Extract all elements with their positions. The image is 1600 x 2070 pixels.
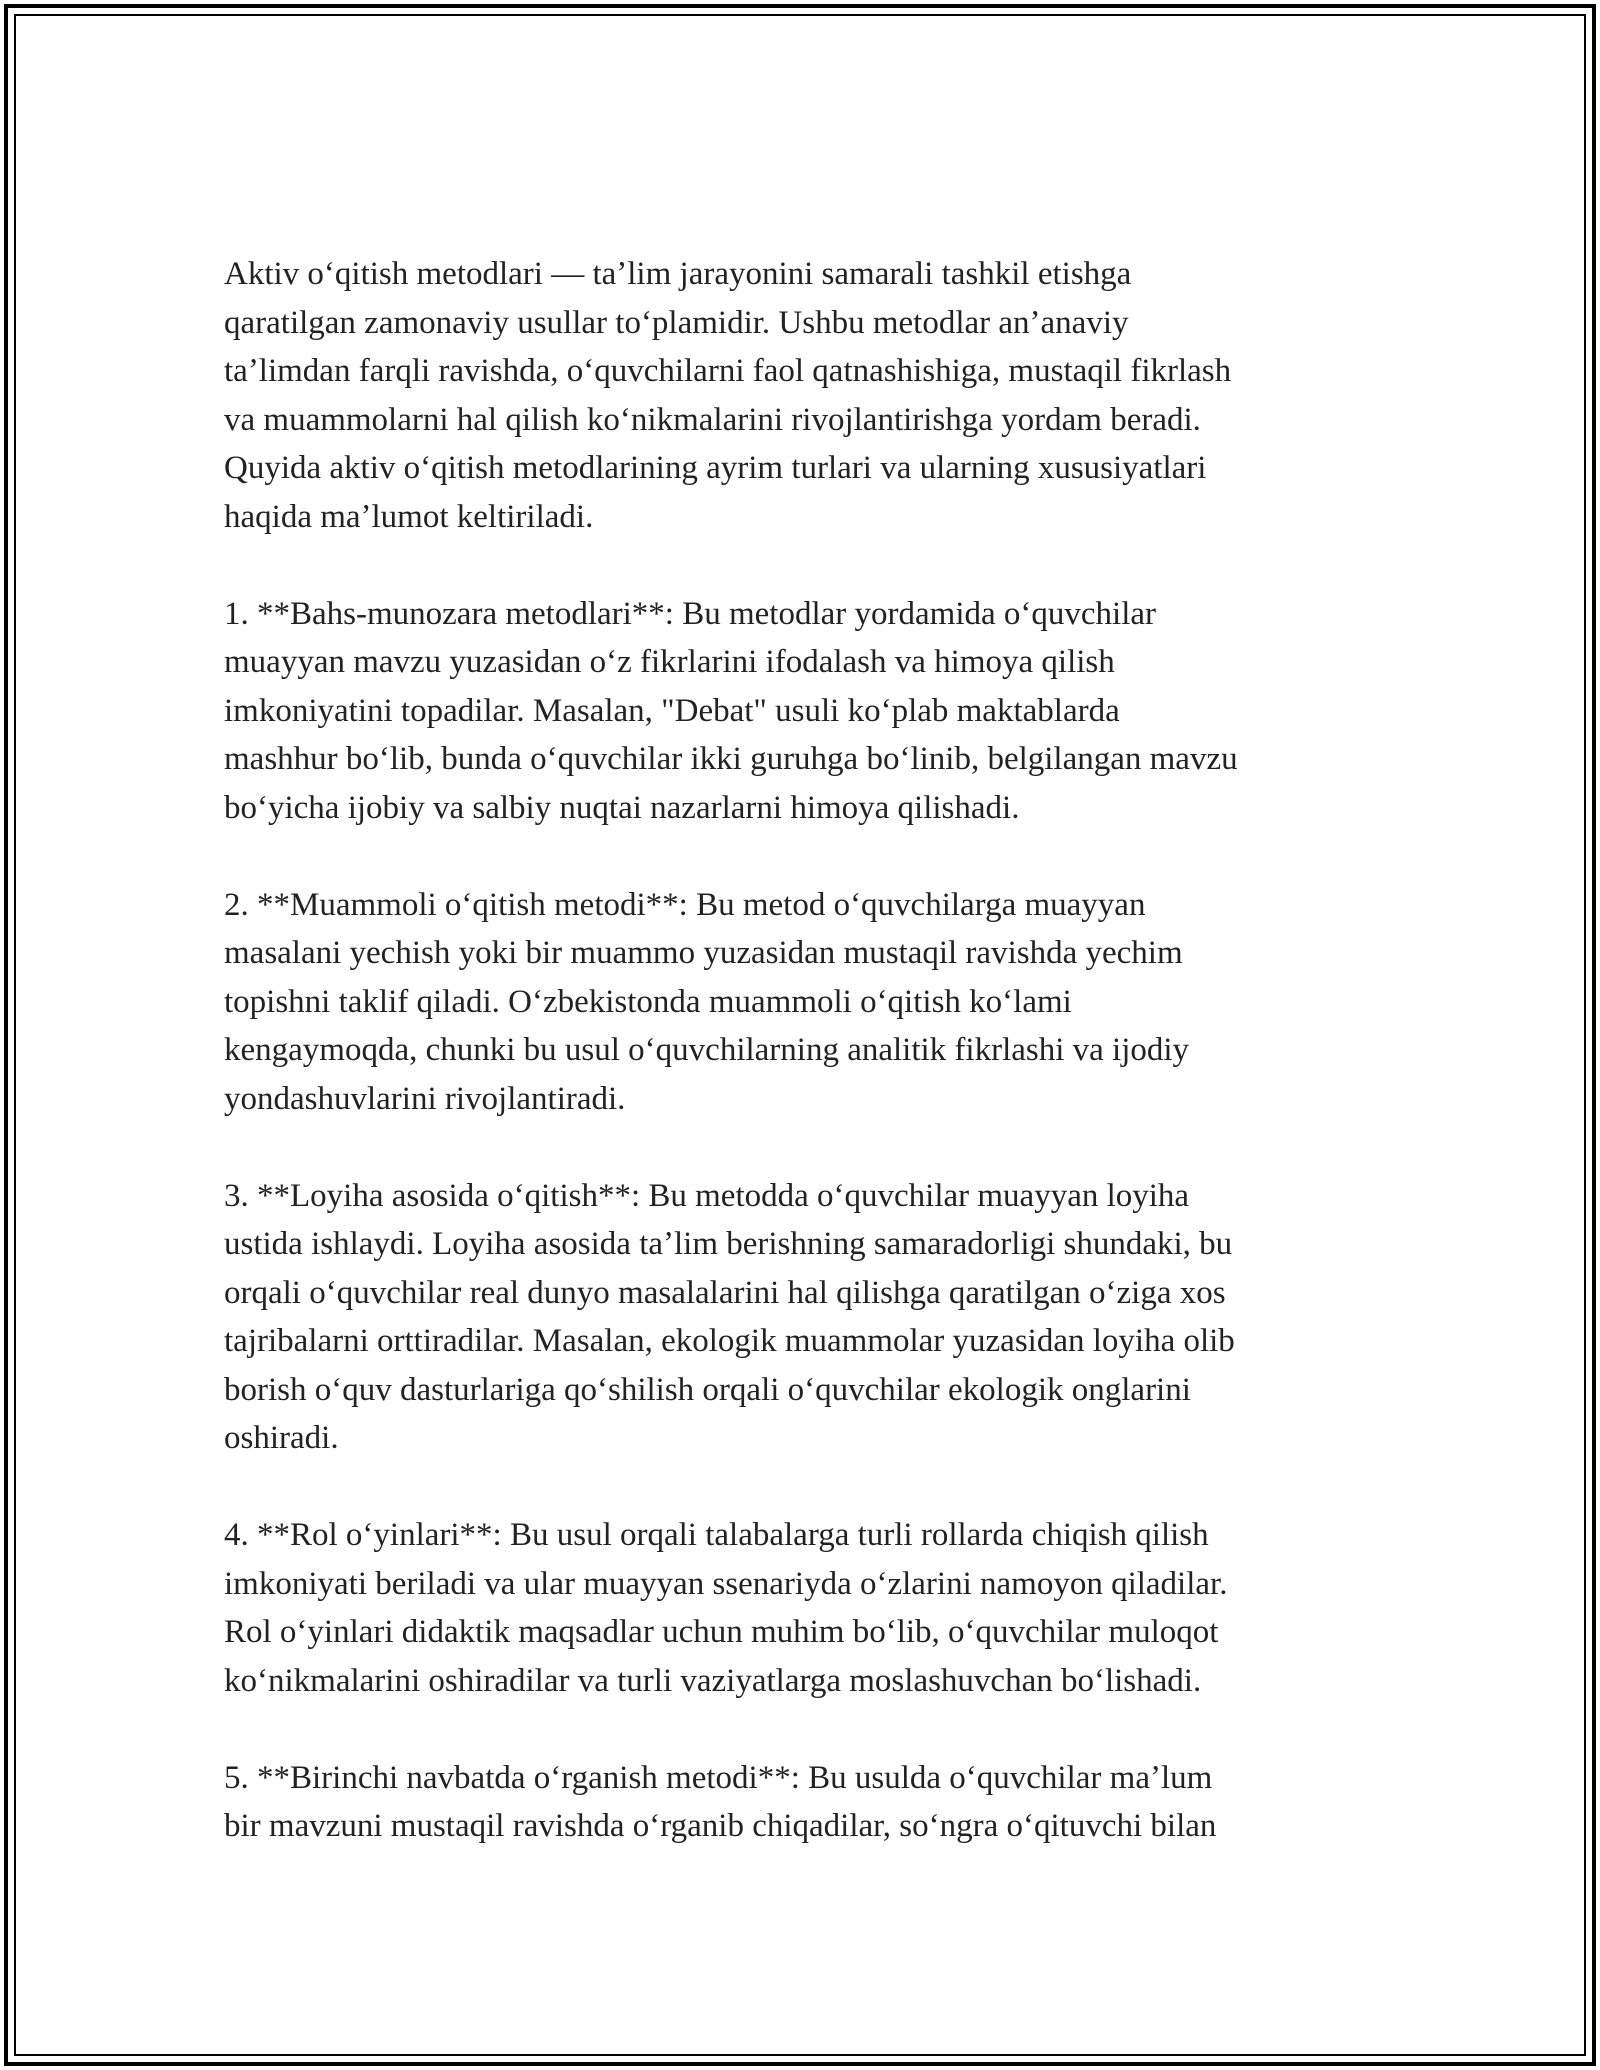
list-item-4-paragraph: 4. **Rol oʻyinlari**: Bu usul orqali talabalarga turli rollarda chiqish qilish imkoniyati beriladi va ular muayyan ssenariyda oʻzlarini namoyon qiladilar. Rol oʻyinlari didaktik maqsadlar uchun muhim boʻlib, oʻquvchilar muloqot koʻnikmalarini oshiradilar va turli vaziyatlarga moslashuvchan boʻlishadi. (224, 1517, 1228, 1699)
list-item-1-paragraph: 1. **Bahs-munozara metodlari**: Bu metodlar yordamida oʻquvchilar muayyan mavzu yuzasidan oʻz fikrlarini ifodalash va himoya qilish imkoniyatini topadilar. Masalan, "Debat" usuli koʻplab maktablarda mashhur boʻlib, bunda oʻquvchilar ikki guruhga boʻlinib, belgilangan mavzu boʻyicha ijobiy va salbiy nuqtai nazarlarni himoya qilishadi. (224, 595, 1238, 826)
document-body (224, 250, 1384, 1851)
list-item-2-paragraph: 2. **Muammoli oʻqitish metodi**: Bu metod oʻquvchilarga muayyan masalani yechish yoki bir muammo yuzasidan mustaqil ravishda yechim topishni taklif qiladi. Oʻzbekistonda muammoli oʻqitish koʻlami kengaymoqda, chunki bu usul oʻquvchilarning analitik fikrlashi va ijodiy yondashuvlarini rivojlantiradi. (224, 886, 1190, 1117)
list-item-5-paragraph: 5. **Birinchi navbatda oʻrganish metodi**: Bu usulda oʻquvchilar maʼlum bir mavzuni mustaqil ravishda oʻrganib chiqadilar, soʻngra oʻqituvchi bilan (224, 1759, 1217, 1844)
intro-paragraph: Aktiv oʻqitish metodlari — taʼlim jarayonini samarali tashkil etishga qaratilgan zamonaviy usullar toʻplamidir. Ushbu metodlar anʼanaviy taʼlimdan farqli ravishda, oʻquvchilarni faol qatnashishiga, mustaqil fikrlash va muammolarni hal qilish koʻnikmalarini rivojlantirishga yordam beradi. Quyida aktiv oʻqitish metodlarining ayrim turlari va ularning xususiyatlari haqida maʼlumot keltiriladi. (224, 256, 1232, 535)
list-item-3-paragraph: 3. **Loyiha asosida oʻqitish**: Bu metodda oʻquvchilar muayyan loyiha ustida ishlaydi. Loyiha asosida taʼlim berishning samaradorligi shundaki, bu orqali oʻquvchilar real dunyo masalalarini hal qilishga qaratilgan oʻziga xos tajribalarni orttiradilar. Masalan, ekologik muammolar yuzasidan loyiha olib borish oʻquv dasturlariga qoʻshilish orqali oʻquvchilar ekologik onglarini oshiradi. (224, 1177, 1235, 1456)
